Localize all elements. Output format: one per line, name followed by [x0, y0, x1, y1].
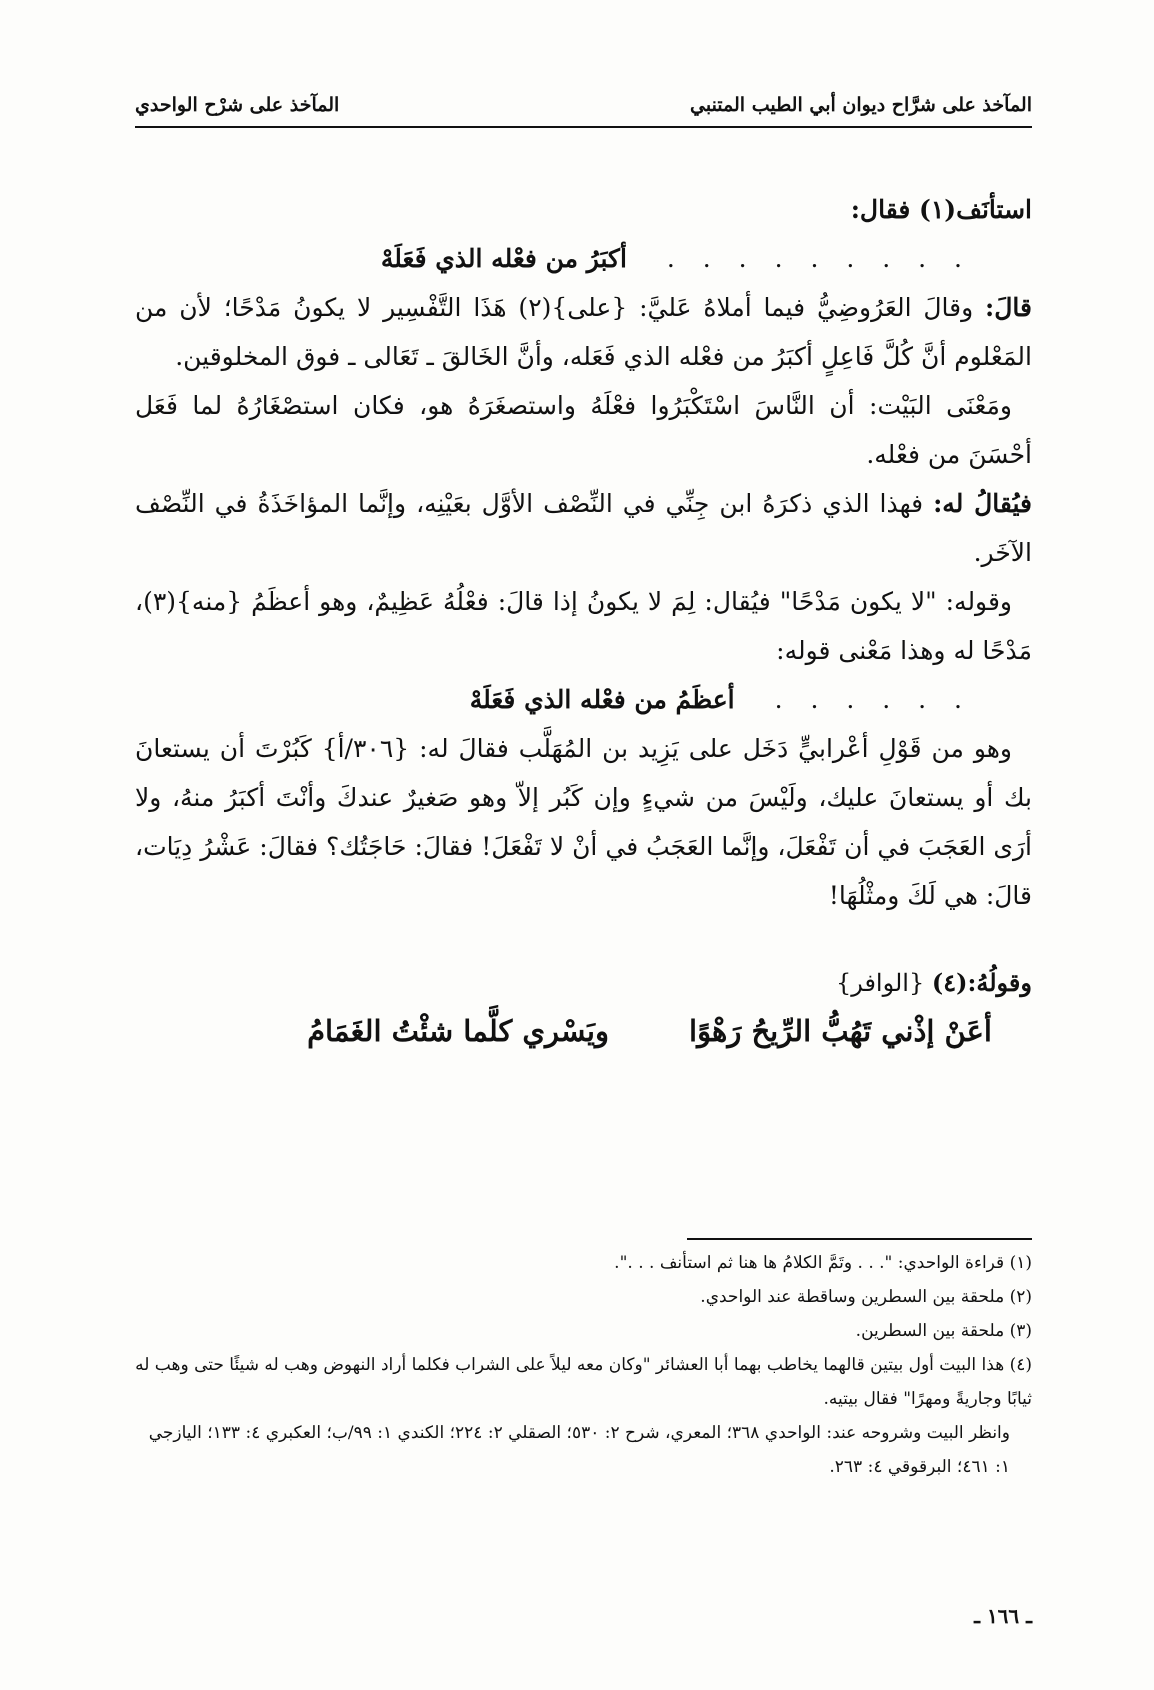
paragraph-text: فهذا الذي ذكرَهُ ابن جِنِّي في النِّصْف الأوَّل بعَيْنِه، وإنَّما المؤاخَذَةُ في النِّصْف الآخَر. — [135, 489, 1032, 567]
keyword: قالَ: — [985, 293, 1032, 322]
ellipsis: . . . . . . . . . — [666, 244, 972, 273]
header-chapter-title: المآخذ على شرْح الواحدي — [135, 94, 340, 116]
keyword: وقولُهُ:(٤) — [931, 968, 1032, 997]
footnote-continuation: وانظر البيت وشروحه عند: الواحدي ٣٦٨؛ المعري، شرح ٢: ٥٣٠؛ الصقلي ٢: ٢٢٤؛ الكندي ١: ٩٩/ب؛ العكبري ٤: ١٣٣؛ اليازجي ١: ٤٦١؛ البرقوقي ٤: ٢٦٣. — [148, 1423, 1010, 1477]
footnote: (٣) ملحقة بين السطرين. — [855, 1321, 1032, 1341]
page-number: ـ ١٦٦ ـ — [974, 1604, 1032, 1628]
verse-line — [135, 675, 1032, 724]
keyword: فيُقالُ له: — [933, 489, 1033, 518]
ellipsis: . . . . . . — [774, 685, 972, 714]
hemistich-second: ويَسْري كلَّما شئْتُ الغَمَامُ — [307, 1014, 610, 1048]
paragraph: وهو من قَوْلِ أعْرابيٍّ دَخَل على يَزِيد بن المُهَلَّب فقالَ له: {٣٠٦/أ} كَبُرْتَ أن يستعانَ بك أو يستعانَ عليك، ولَيْسَ من شيءٍ وإن كَبُر إلاّ وهو صَغيرٌ عندكَ وأنْتَ أكبَرُ منهُ، ولا أرَى العَجَبَ في أن تَفْعَلَ، وإنَّما العَجَبُ في أنْ لا تَفْعَلَ! فقالَ: حَاجَتُك؟ فقالَ: عَشْرُ دِيَات، قالَ: هي لَكَ ومثْلُهَا! — [135, 734, 1032, 910]
paragraph — [135, 283, 1032, 381]
verse-line — [135, 234, 1032, 283]
footnote-separator — [687, 1238, 1032, 1240]
header-book-title: المآخذ على شرَّاح ديوان أبي الطيب المتنبي — [690, 94, 1032, 116]
verse-text: أكبَرُ من فعْله الذي فَعَلَهْ — [380, 244, 627, 273]
hemistich-first: أعَنْ إذْني تَهُبُّ الرِّيحُ رَهْوًا — [689, 1014, 992, 1048]
footnotes — [135, 1246, 1032, 1484]
paragraph — [135, 479, 1032, 577]
paragraph: ومَعْنَى البَيْت: أن النَّاسَ اسْتَكْبَرُوا فعْلَهُ واستصغَرَهُ هو، فكان استصْغَارُهُ لما فَعَل أحْسَنَ من فعْله. — [135, 391, 1032, 469]
paragraph-text: وقالَ العَرُوضِيُّ فيما أملاهُ عَليَّ: {على}(٢) هَذَا التَّفْسِير لا يكونُ مَدْحًا؛ لأن من المَعْلوم أنَّ كُلَّ فَاعِلٍ أكبَرُ من فعْله الذي فَعَله، وأنَّ الخَالقَ ـ تَعَالى ـ فوق المخلوقين. — [135, 293, 1032, 371]
footnote: (٢) ملحقة بين السطرين وساقطة عند الواحدي. — [700, 1287, 1032, 1307]
verse-text: أعظَمُ من فعْله الذي فَعَلَهْ — [469, 685, 735, 714]
section-intro — [135, 958, 1032, 1008]
footnote: (٤) هذا البيت أول بيتين قالهما يخاطب بهما أبا العشائر "وكان معه ليلاً على الشراب فكلما أراد النهوض وهب له شيئًا حتى وهب له ثيابًا وجاريةً ومهرًا" فقال بيتيه. — [135, 1355, 1032, 1409]
paragraph: استأنَف(١) فقال: — [850, 195, 1032, 224]
poem-line — [135, 1008, 1032, 1054]
main-text — [135, 185, 1032, 1054]
running-header — [135, 94, 1032, 128]
footnote: (١) قراءة الواحدي: ". . . وتَمَّ الكلامُ ها هنا ثم استأنف . . .". — [614, 1253, 1032, 1273]
paragraph: وقوله: "لا يكون مَدْحًا" فيُقال: لِمَ لا يكونُ إذا قالَ: فعْلُهُ عَظِيمٌ، وهو أعظَمُ {منه}(٣)، مَدْحًا له وهذا مَعْنى قوله: — [135, 587, 1032, 665]
meter-label: {الوافر} — [835, 969, 925, 997]
